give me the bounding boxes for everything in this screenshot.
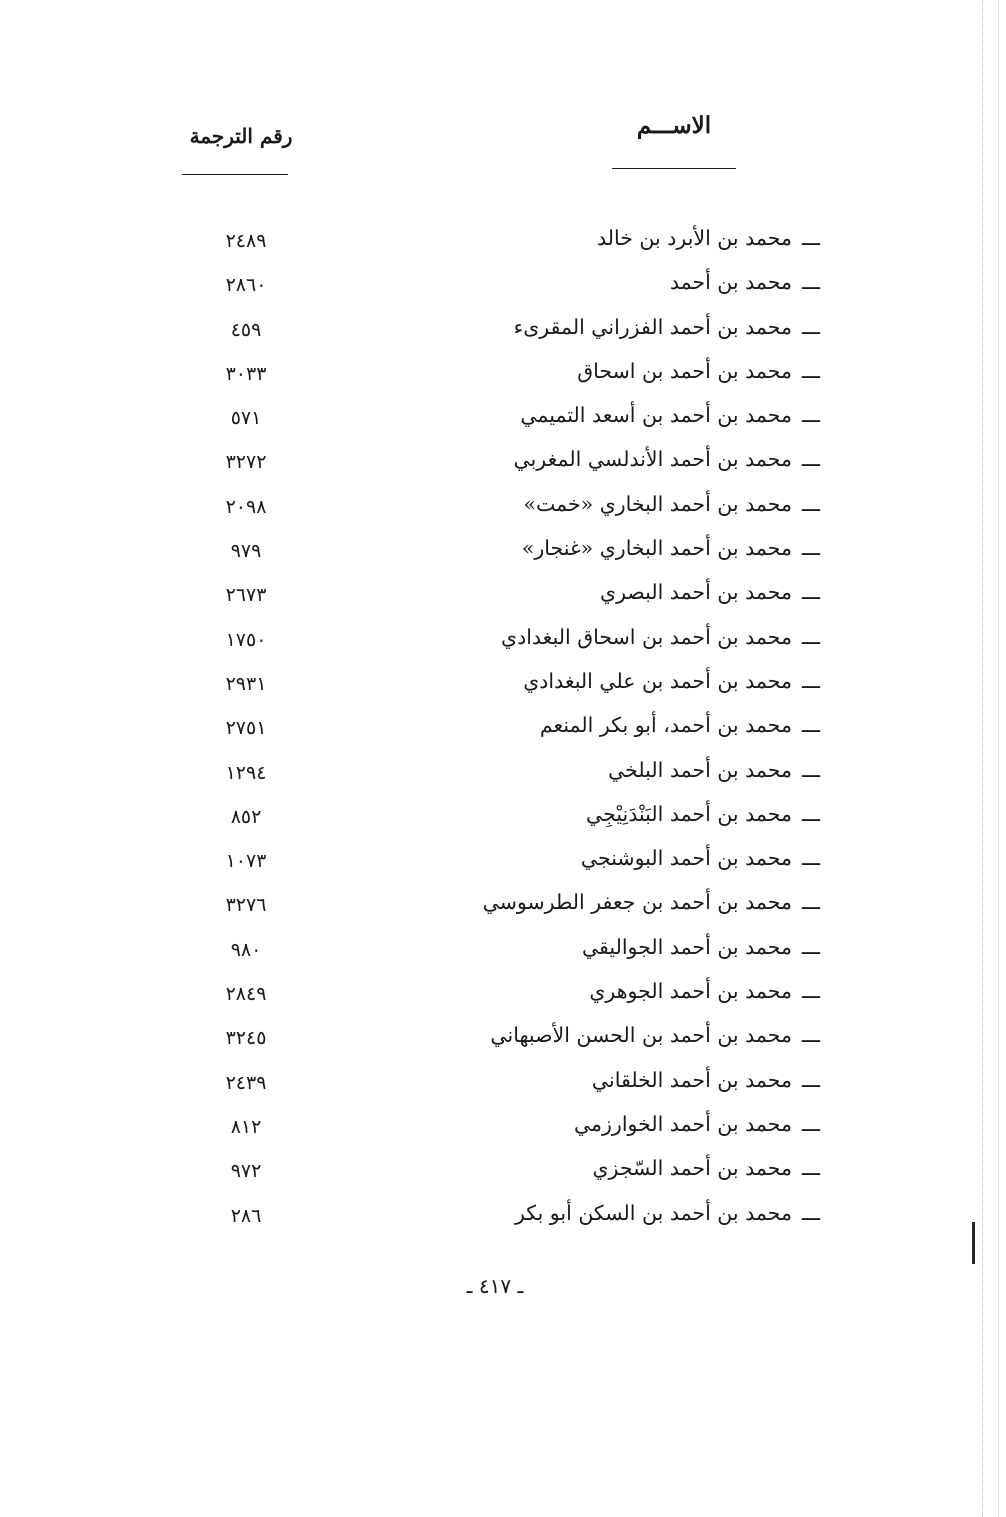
entry-name-text: محمد بن أحمد، أبو بكر المنعم — [539, 713, 792, 738]
entry-name — [514, 447, 820, 471]
entry-number: ٨١٢ — [230, 1115, 262, 1138]
entry-number: ١٠٧٣ — [225, 850, 267, 873]
entry-dash: ـــ — [801, 270, 820, 295]
entry-name-text: محمد بن أحمد الفزراني المقرىء — [513, 314, 792, 339]
list-item — [0, 266, 1006, 310]
list-item — [0, 399, 1006, 443]
list-item — [0, 1152, 1006, 1196]
entry-name — [582, 935, 820, 959]
entry-name — [523, 492, 820, 516]
entry-name — [592, 1156, 820, 1180]
entry-name-text: محمد بن أحمد بن أسعد التميمي — [520, 403, 792, 428]
entry-name-text: محمد بن أحمد بن السكن أبو بكر — [514, 1200, 792, 1225]
entry-number: ٩٨٠ — [230, 938, 262, 961]
entry-name — [515, 1201, 820, 1225]
entry-name-text: محمد بن أحمد الجواليقي — [581, 934, 792, 959]
entry-dash: ـــ — [801, 713, 820, 738]
entry-name — [597, 226, 820, 250]
entry-name — [522, 536, 820, 560]
entry-name-text: محمد بن أحمد الجوهري — [589, 979, 792, 1004]
entry-name-text: محمد بن أحمد الخوارزمي — [573, 1111, 792, 1136]
index-entries-list — [0, 222, 1006, 1241]
entry-dash: ـــ — [801, 491, 820, 516]
list-item — [0, 222, 1006, 266]
entry-number: ٥٧١ — [230, 407, 262, 430]
list-item — [0, 443, 1006, 487]
entry-number: ٤٥٩ — [230, 318, 262, 341]
entry-number: ٢٠٩٨ — [225, 495, 267, 518]
entry-number: ٢٤٨٩ — [225, 230, 267, 252]
entry-name — [523, 669, 820, 693]
entry-name-text: محمد بن أحمد البصري — [600, 580, 792, 605]
list-item — [0, 886, 1006, 930]
entry-number: ٢٩٣١ — [225, 672, 267, 695]
column-header-name-rule — [612, 168, 736, 169]
entry-name — [577, 359, 820, 383]
list-item — [0, 576, 1006, 620]
entry-name — [540, 713, 820, 737]
list-item — [0, 931, 1006, 975]
entry-number: ٩٧٩ — [230, 540, 262, 563]
list-item — [0, 355, 1006, 399]
entry-name-text: محمد بن أحمد بن اسحاق — [577, 358, 792, 383]
entry-name-text: محمد بن أحمد البلخي — [608, 757, 792, 782]
entry-name-text: محمد بن أحمد البخاري «غنجار» — [521, 536, 792, 561]
entry-name — [586, 802, 820, 826]
entry-number: ٨٥٢ — [230, 805, 262, 828]
entry-dash: ـــ — [801, 1023, 820, 1048]
entry-name-text: محمد بن أحمد البَنْدَنِيْجِي — [586, 801, 792, 826]
list-item — [0, 1108, 1006, 1152]
column-header-number: رقم الترجمة — [189, 124, 293, 148]
list-item — [0, 532, 1006, 576]
entry-name-text: محمد بن الأبرد بن خالد — [596, 226, 792, 250]
entry-name-text: محمد بن أحمد الأندلسي المغربي — [513, 447, 792, 472]
entry-name-text: محمد بن أحمد السّجزي — [592, 1156, 792, 1181]
entry-dash: ـــ — [801, 979, 820, 1004]
entry-name — [501, 625, 820, 649]
entry-dash: ـــ — [801, 580, 820, 605]
entry-name-text: محمد بن أحمد بن الحسن الأصبهاني — [490, 1023, 792, 1048]
entry-number: ٣٠٣٣ — [225, 362, 267, 385]
list-item — [0, 754, 1006, 798]
entry-dash: ـــ — [801, 226, 820, 250]
entry-name-text: محمد بن أحمد البخاري «خمت» — [523, 491, 792, 516]
entry-dash: ـــ — [801, 314, 820, 339]
entry-number: ٢٦٧٣ — [225, 584, 267, 607]
entry-name — [483, 890, 820, 914]
entry-dash: ـــ — [801, 447, 820, 472]
entry-dash: ـــ — [801, 934, 820, 959]
list-item — [0, 1064, 1006, 1108]
list-item — [0, 488, 1006, 532]
entry-name — [670, 270, 820, 294]
entry-dash: ـــ — [801, 358, 820, 383]
entry-name — [490, 1023, 820, 1047]
entry-name — [514, 315, 820, 339]
entry-name — [574, 1112, 820, 1136]
entry-number: ٣٢٧٦ — [225, 894, 267, 917]
entry-dash: ـــ — [801, 668, 820, 693]
entry-name-text: محمد بن أحمد بن اسحاق البغدادي — [501, 624, 792, 649]
entry-name-text: محمد بن أحمد البوشنجي — [580, 846, 792, 871]
list-item — [0, 709, 1006, 753]
list-item — [0, 665, 1006, 709]
list-item — [0, 975, 1006, 1019]
entry-dash: ـــ — [801, 1067, 820, 1092]
entry-name — [581, 846, 820, 870]
entry-dash: ـــ — [801, 1200, 820, 1225]
list-item — [0, 842, 1006, 886]
entry-number: ٢٤٣٩ — [225, 1071, 267, 1094]
entry-number: ٢٨٦٠ — [225, 274, 267, 297]
entry-dash: ـــ — [801, 801, 820, 826]
entry-name-text: محمد بن أحمد الخلقاني — [591, 1067, 792, 1092]
entry-name — [520, 403, 820, 427]
entry-name — [600, 580, 820, 604]
list-item — [0, 1197, 1006, 1241]
entry-name-text: محمد بن أحمد بن جعفر الطرسوسي — [482, 890, 792, 915]
entry-dash: ـــ — [801, 624, 820, 649]
entry-number: ٣٢٧٢ — [225, 451, 267, 474]
entry-number: ٢٧٥١ — [225, 717, 267, 740]
list-item — [0, 798, 1006, 842]
entry-number: ١٧٥٠ — [225, 628, 267, 651]
entry-name — [589, 979, 820, 1003]
column-header-name: الاســـم — [636, 112, 712, 139]
entry-number: ١٢٩٤ — [225, 761, 267, 784]
list-item — [0, 311, 1006, 355]
list-item — [0, 621, 1006, 665]
entry-dash: ـــ — [801, 1111, 820, 1136]
list-item — [0, 1019, 1006, 1063]
entry-number: ٢٨٦ — [230, 1204, 262, 1227]
entry-dash: ـــ — [801, 757, 820, 782]
entry-number: ٣٢٤٥ — [225, 1027, 267, 1050]
page-number: ـ ٤١٧ ـ — [466, 1274, 524, 1298]
entry-number: ٩٧٢ — [230, 1160, 262, 1183]
entry-name-text: محمد بن أحمد بن علي البغدادي — [523, 668, 792, 693]
entry-name — [592, 1068, 820, 1092]
entry-number: ٢٨٤٩ — [225, 983, 267, 1006]
column-header-number-rule — [182, 174, 288, 175]
entry-dash: ـــ — [801, 403, 820, 428]
entry-name-text: محمد بن أحمد — [669, 270, 792, 295]
entry-dash: ـــ — [801, 846, 820, 871]
entry-dash: ـــ — [801, 890, 820, 915]
entry-name — [608, 758, 820, 782]
entry-dash: ـــ — [801, 536, 820, 561]
entry-dash: ـــ — [801, 1156, 820, 1181]
